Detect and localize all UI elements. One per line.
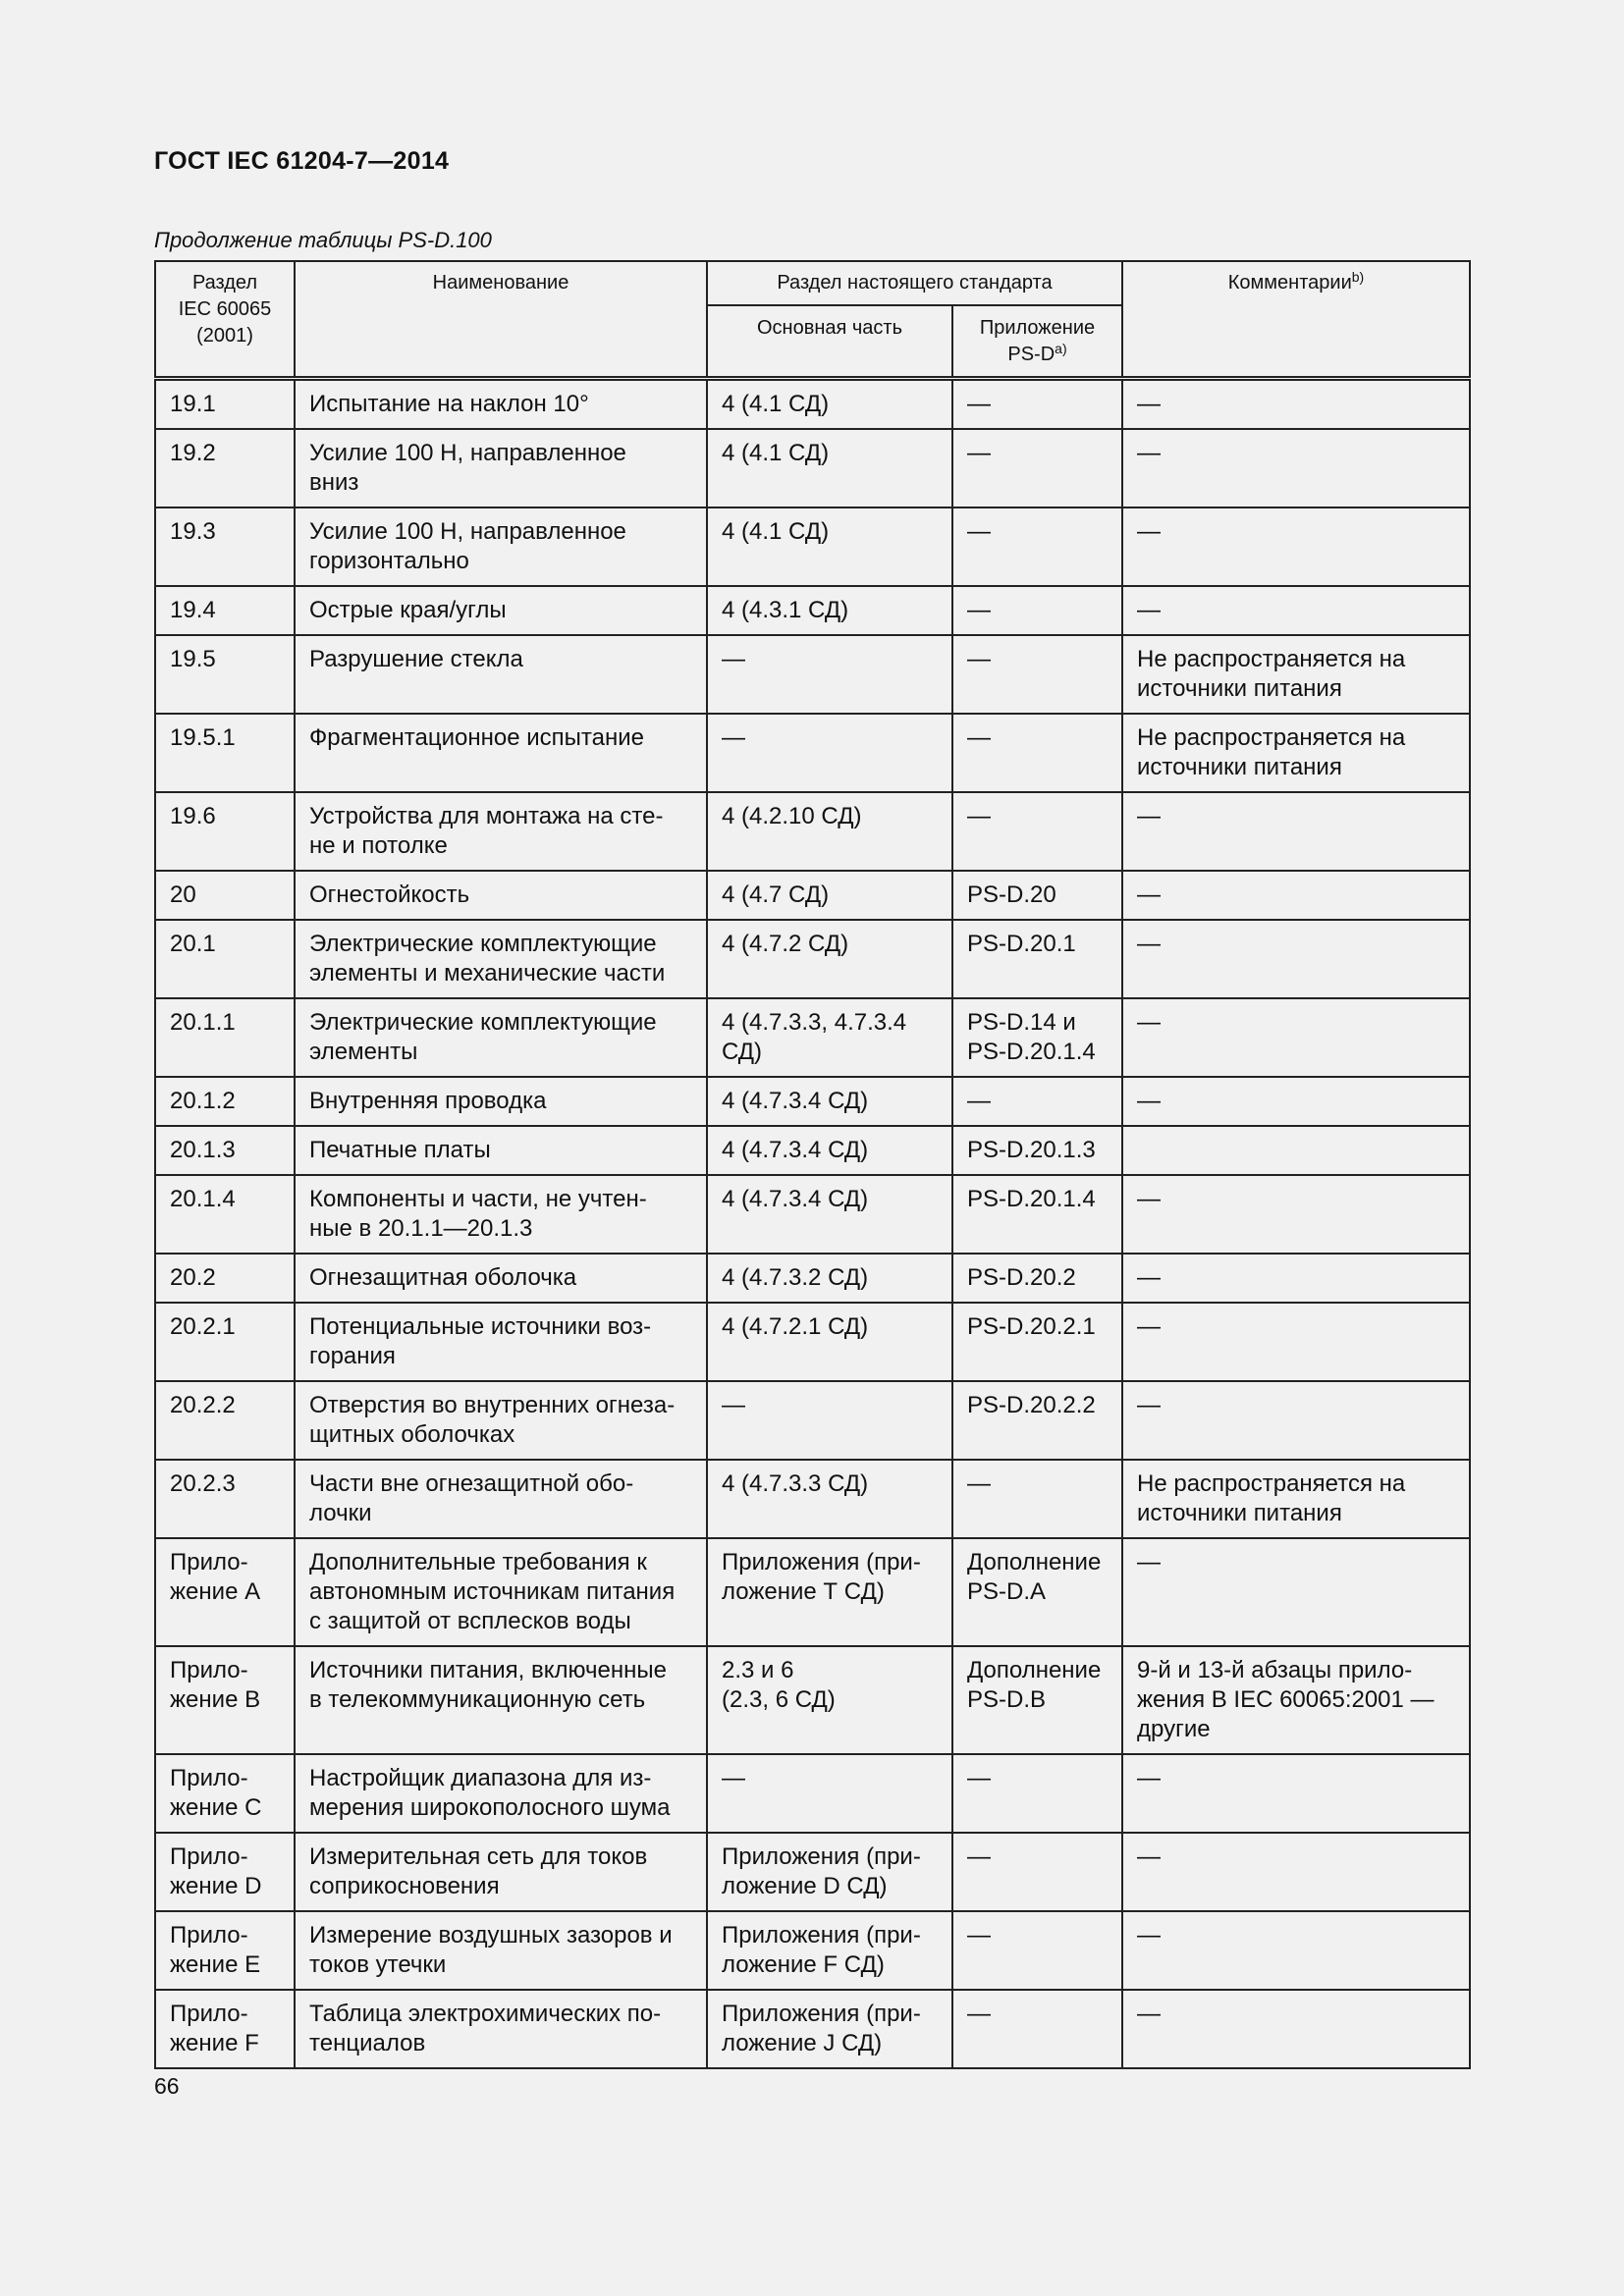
cell-appendix: PS-D.20.2.1 bbox=[952, 1303, 1122, 1381]
cell-main-part: 4 (4.7.3.4 СД) bbox=[707, 1126, 952, 1175]
cell-main-part: 4 (4.1 СД) bbox=[707, 429, 952, 507]
cell-appendix: — bbox=[952, 507, 1122, 586]
cell-name: Усилие 100 Н, направленное горизонтально bbox=[295, 507, 707, 586]
cell-main-part: 4 (4.2.10 СД) bbox=[707, 792, 952, 871]
cell-name: Потенциальные источники воз- горания bbox=[295, 1303, 707, 1381]
cell-main-part: 4 (4.7.3.3 СД) bbox=[707, 1460, 952, 1538]
cell-name: Настройщик диапазона для из- мерения широкополосного шума bbox=[295, 1754, 707, 1833]
table-row bbox=[155, 871, 1470, 920]
cell-comment: — bbox=[1122, 871, 1470, 920]
cell-section: 20 bbox=[155, 871, 295, 920]
cell-section: 20.2.3 bbox=[155, 1460, 295, 1538]
cell-main-part: 4 (4.7.2 СД) bbox=[707, 920, 952, 998]
cell-comment: — bbox=[1122, 998, 1470, 1077]
cell-name: Дополнительные требования к автономным источникам питания с защитой от всплесков воды bbox=[295, 1538, 707, 1646]
cell-appendix: — bbox=[952, 1911, 1122, 1990]
table-caption: Продолжение таблицы PS-D.100 bbox=[154, 228, 492, 252]
table-row bbox=[155, 1303, 1470, 1381]
cell-name: Электрические комплектующие элементы bbox=[295, 998, 707, 1077]
cell-name: Огнестойкость bbox=[295, 871, 707, 920]
cell-appendix: — bbox=[952, 1754, 1122, 1833]
cell-name: Внутренняя проводка bbox=[295, 1077, 707, 1126]
cell-main-part: 4 (4.3.1 СД) bbox=[707, 586, 952, 635]
cell-appendix: — bbox=[952, 792, 1122, 871]
table-row bbox=[155, 1254, 1470, 1303]
table-row bbox=[155, 714, 1470, 792]
cell-section: 20.1.1 bbox=[155, 998, 295, 1077]
cell-appendix: — bbox=[952, 1460, 1122, 1538]
table-row bbox=[155, 379, 1470, 430]
cell-appendix: — bbox=[952, 1990, 1122, 2068]
cell-comment: — bbox=[1122, 586, 1470, 635]
header-comments-label: Комментарии bbox=[1227, 272, 1352, 294]
header-comments bbox=[1122, 261, 1470, 379]
cell-main-part: Приложения (при- ложение F СД) bbox=[707, 1911, 952, 1990]
header-comments-footnote: b) bbox=[1351, 269, 1365, 285]
cell-comment: — bbox=[1122, 1381, 1470, 1460]
cell-comment: — bbox=[1122, 1175, 1470, 1254]
table-row bbox=[155, 1460, 1470, 1538]
cell-comment bbox=[1122, 1126, 1470, 1175]
table-row bbox=[155, 429, 1470, 507]
cell-main-part: Приложения (при- ложение Т СД) bbox=[707, 1538, 952, 1646]
cell-main-part: 2.3 и 6 (2.3, 6 СД) bbox=[707, 1646, 952, 1754]
cell-comment: — bbox=[1122, 507, 1470, 586]
cell-main-part: — bbox=[707, 1381, 952, 1460]
cell-name: Части вне огнезащитной обо- лочки bbox=[295, 1460, 707, 1538]
cell-section: 20.2.1 bbox=[155, 1303, 295, 1381]
table-body bbox=[155, 379, 1470, 2069]
cell-name: Измерительная сеть для токов соприкосновения bbox=[295, 1833, 707, 1911]
cell-main-part: — bbox=[707, 714, 952, 792]
cell-main-part: 4 (4.1 СД) bbox=[707, 507, 952, 586]
cell-section: 19.4 bbox=[155, 586, 295, 635]
cell-name: Таблица электрохимических по- тенциалов bbox=[295, 1990, 707, 2068]
table-row bbox=[155, 1911, 1470, 1990]
table-row bbox=[155, 635, 1470, 714]
cell-section: Прило- жение С bbox=[155, 1754, 295, 1833]
cell-section: Прило- жение D bbox=[155, 1833, 295, 1911]
header-standard-section: Раздел настоящего стандарта bbox=[707, 261, 1122, 305]
cell-appendix: PS-D.20.1.3 bbox=[952, 1126, 1122, 1175]
cell-main-part: 4 (4.7.3.4 СД) bbox=[707, 1077, 952, 1126]
cell-comment: — bbox=[1122, 1538, 1470, 1646]
table-row bbox=[155, 1538, 1470, 1646]
cell-main-part: — bbox=[707, 1754, 952, 1833]
cell-comment: — bbox=[1122, 379, 1470, 430]
table-row bbox=[155, 920, 1470, 998]
cell-comment: — bbox=[1122, 1303, 1470, 1381]
cell-name: Электрические комплектующие элементы и механические части bbox=[295, 920, 707, 998]
cell-name: Отверстия во внутренних огнеза- щитных оболочках bbox=[295, 1381, 707, 1460]
table-row bbox=[155, 1175, 1470, 1254]
table-row bbox=[155, 1381, 1470, 1460]
cell-comment: — bbox=[1122, 920, 1470, 998]
table-row bbox=[155, 1833, 1470, 1911]
cell-section: 20.1 bbox=[155, 920, 295, 998]
cell-name: Фрагментационное испытание bbox=[295, 714, 707, 792]
cell-appendix: — bbox=[952, 1077, 1122, 1126]
table-row bbox=[155, 1754, 1470, 1833]
cell-appendix: — bbox=[952, 379, 1122, 430]
cell-comment: — bbox=[1122, 1754, 1470, 1833]
cell-appendix: PS-D.20.1 bbox=[952, 920, 1122, 998]
cell-appendix: PS-D.20.2 bbox=[952, 1254, 1122, 1303]
cell-appendix: PS-D.20 bbox=[952, 871, 1122, 920]
cell-section: 19.3 bbox=[155, 507, 295, 586]
cell-appendix: PS-D.20.1.4 bbox=[952, 1175, 1122, 1254]
cell-section: 20.2 bbox=[155, 1254, 295, 1303]
document-title: ГОСТ IEC 61204-7—2014 bbox=[154, 147, 450, 175]
header-name: Наименование bbox=[295, 261, 707, 379]
cell-section: 20.1.4 bbox=[155, 1175, 295, 1254]
cell-comment: Не распространяется на источники питания bbox=[1122, 714, 1470, 792]
cell-main-part: 4 (4.7.3.4 СД) bbox=[707, 1175, 952, 1254]
cell-appendix: — bbox=[952, 635, 1122, 714]
cell-main-part: 4 (4.1 СД) bbox=[707, 379, 952, 430]
cell-comment: — bbox=[1122, 792, 1470, 871]
cell-appendix: — bbox=[952, 1833, 1122, 1911]
cell-main-part: Приложения (при- ложение D СД) bbox=[707, 1833, 952, 1911]
cell-appendix: — bbox=[952, 429, 1122, 507]
cell-section: Прило- жение Е bbox=[155, 1911, 295, 1990]
cell-appendix: — bbox=[952, 586, 1122, 635]
cell-section: Прило- жение F bbox=[155, 1990, 295, 2068]
cell-main-part: 4 (4.7 СД) bbox=[707, 871, 952, 920]
cell-comment: 9-й и 13-й абзацы прило- жения В IEC 60065:2001 — другие bbox=[1122, 1646, 1470, 1754]
cell-section: 19.2 bbox=[155, 429, 295, 507]
table-row bbox=[155, 998, 1470, 1077]
comparison-table bbox=[154, 260, 1471, 2069]
table-row bbox=[155, 586, 1470, 635]
cell-appendix: — bbox=[952, 714, 1122, 792]
cell-appendix: PS-D.20.2.2 bbox=[952, 1381, 1122, 1460]
page-number: 66 bbox=[154, 2073, 180, 2099]
cell-comment: — bbox=[1122, 1254, 1470, 1303]
table-row bbox=[155, 1646, 1470, 1754]
cell-main-part: Приложения (при- ложение J СД) bbox=[707, 1990, 952, 2068]
cell-section: 20.1.2 bbox=[155, 1077, 295, 1126]
table-row bbox=[155, 1077, 1470, 1126]
cell-section: 20.2.2 bbox=[155, 1381, 295, 1460]
cell-appendix: Дополнение PS-D.A bbox=[952, 1538, 1122, 1646]
cell-section: 19.5 bbox=[155, 635, 295, 714]
table-row bbox=[155, 507, 1470, 586]
cell-comment: — bbox=[1122, 1833, 1470, 1911]
cell-appendix: PS-D.14 и PS-D.20.1.4 bbox=[952, 998, 1122, 1077]
cell-section: 19.5.1 bbox=[155, 714, 295, 792]
table-row bbox=[155, 1126, 1470, 1175]
cell-name: Печатные платы bbox=[295, 1126, 707, 1175]
cell-comment: Не распространяется на источники питания bbox=[1122, 1460, 1470, 1538]
cell-appendix: Дополнение PS-D.B bbox=[952, 1646, 1122, 1754]
cell-name: Источники питания, включенные в телекоммуникационную сеть bbox=[295, 1646, 707, 1754]
cell-section: 19.6 bbox=[155, 792, 295, 871]
cell-main-part: 4 (4.7.2.1 СД) bbox=[707, 1303, 952, 1381]
cell-name: Измерение воздушных зазоров и токов утечки bbox=[295, 1911, 707, 1990]
header-appendix-label: Приложение PS-D bbox=[979, 317, 1096, 365]
header-section: Раздел IEC 60065 (2001) bbox=[155, 261, 295, 379]
cell-name: Испытание на наклон 10° bbox=[295, 379, 707, 430]
cell-main-part: 4 (4.7.3.2 СД) bbox=[707, 1254, 952, 1303]
cell-comment: Не распространяется на источники питания bbox=[1122, 635, 1470, 714]
header-main-part: Основная часть bbox=[707, 305, 952, 379]
cell-name: Компоненты и части, не учтен- ные в 20.1.1—20.1.3 bbox=[295, 1175, 707, 1254]
cell-name: Огнезащитная оболочка bbox=[295, 1254, 707, 1303]
cell-section: Прило- жение В bbox=[155, 1646, 295, 1754]
table-row bbox=[155, 1990, 1470, 2068]
cell-name: Устройства для монтажа на сте- не и потолке bbox=[295, 792, 707, 871]
cell-section: 20.1.3 bbox=[155, 1126, 295, 1175]
table-row bbox=[155, 792, 1470, 871]
header-appendix-footnote: a) bbox=[1055, 341, 1067, 356]
cell-name: Усилие 100 Н, направленное вниз bbox=[295, 429, 707, 507]
cell-comment: — bbox=[1122, 429, 1470, 507]
cell-main-part: — bbox=[707, 635, 952, 714]
cell-section: 19.1 bbox=[155, 379, 295, 430]
cell-main-part: 4 (4.7.3.3, 4.7.3.4 СД) bbox=[707, 998, 952, 1077]
cell-comment: — bbox=[1122, 1990, 1470, 2068]
cell-name: Острые края/углы bbox=[295, 586, 707, 635]
header-appendix bbox=[952, 305, 1122, 379]
cell-comment: — bbox=[1122, 1911, 1470, 1990]
cell-name: Разрушение стекла bbox=[295, 635, 707, 714]
cell-section: Прило- жение А bbox=[155, 1538, 295, 1646]
cell-comment: — bbox=[1122, 1077, 1470, 1126]
